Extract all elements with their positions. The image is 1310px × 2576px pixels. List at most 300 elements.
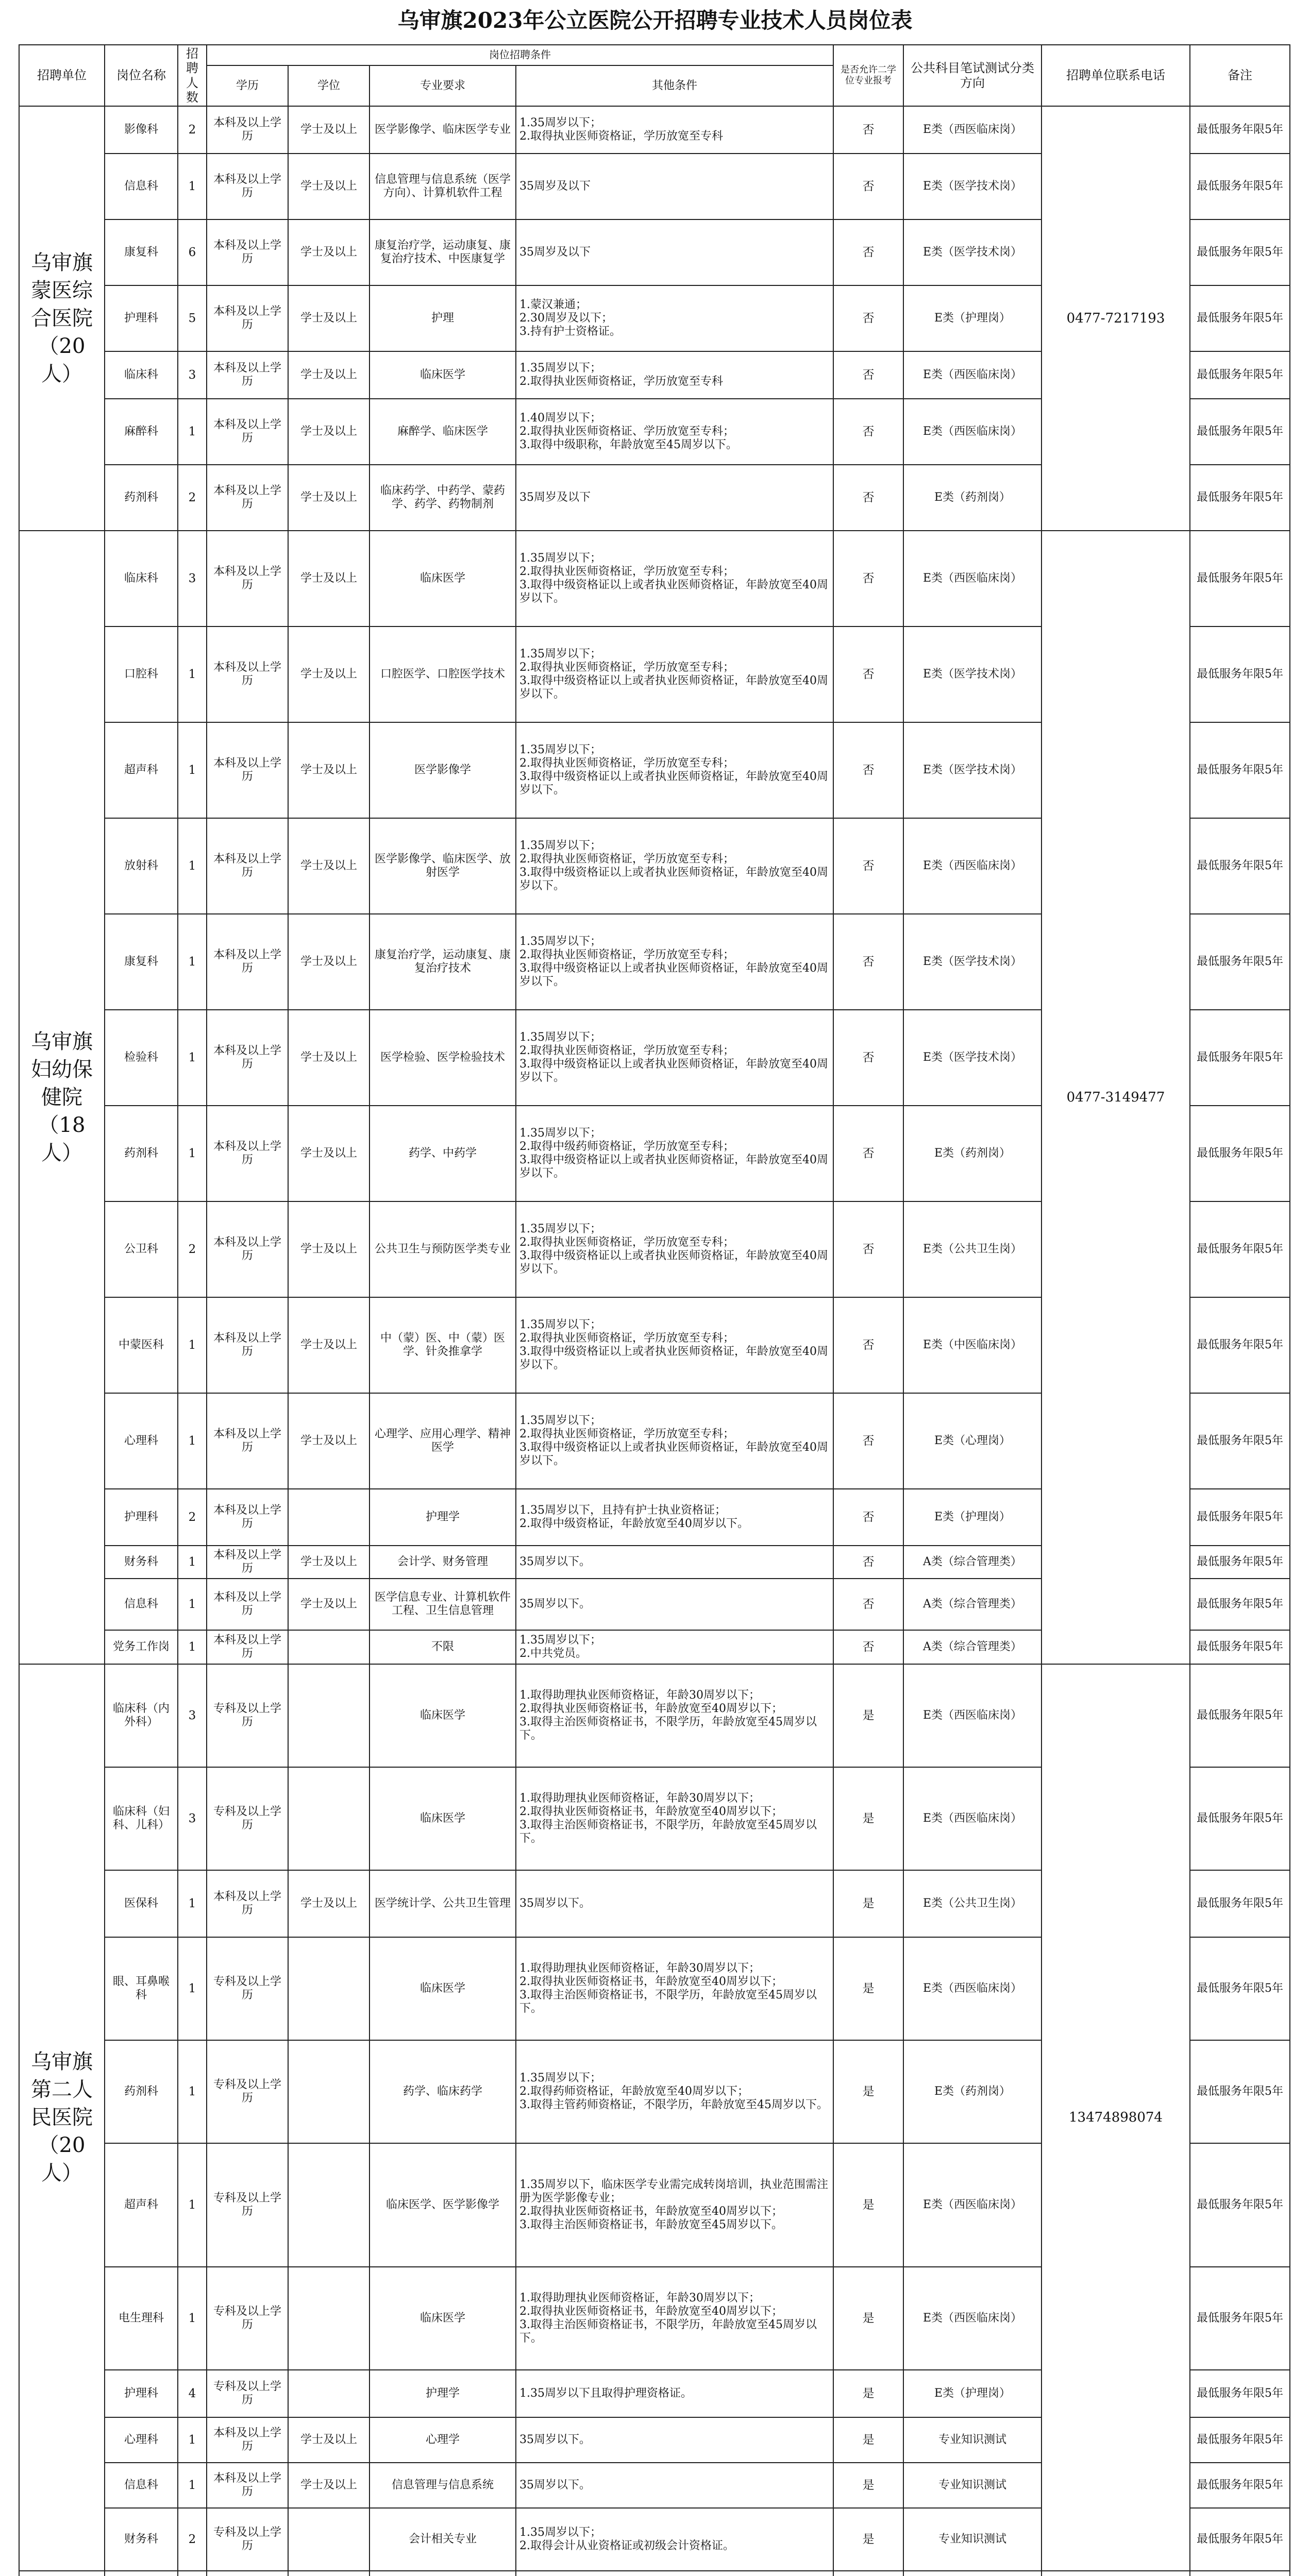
major-cell: 康复治疗学，运动康复、康复治疗技术 (370, 914, 516, 1010)
education-cell: 专科及以上学历 (207, 1937, 288, 2040)
other-conditions-cell: 1.35周岁以下； 2.取得执业医师资格证，学历放宽至专科； 3.取得中级资格证以上或者执业医师资格证，年龄放宽至40周岁以下。 (516, 1393, 833, 1489)
post-cell: 放射科 (105, 818, 178, 914)
exam-cell: E类（西医临床岗） (903, 818, 1042, 914)
note-cell: 最低服务年限5年 (1190, 219, 1290, 285)
degree-cell (288, 2040, 370, 2143)
degree-cell: 学士及以上 (288, 2463, 370, 2508)
project-cell: 否 (833, 722, 903, 818)
education-cell: 本科及以上学历 (207, 1106, 288, 1201)
education-cell: 本科及以上学历 (207, 2463, 288, 2508)
count-cell: 3 (178, 531, 207, 626)
note-cell: 最低服务年限5年 (1190, 2143, 1290, 2267)
post-cell: 心理科 (105, 2417, 178, 2463)
major-cell: 会计学、财务管理 (370, 1546, 516, 1579)
other-conditions-cell: 1.取得助理执业医师资格证，年龄30周岁以下； 2.取得执业医师资格证书，年龄放宽至40周岁以下； 3.取得主治医师资格证书，不限学历，年龄放宽至45周岁以下。 (516, 1767, 833, 1870)
note-cell (1190, 2571, 1290, 2576)
note-cell: 最低服务年限5年 (1190, 626, 1290, 722)
exam-cell: E类（护理岗） (903, 2370, 1042, 2417)
major-cell: 临床药学、中药学、蒙药学、药学、药物制剂 (370, 465, 516, 531)
degree-cell (288, 1664, 370, 1767)
major-cell: 护理学 (370, 1489, 516, 1546)
other-conditions-cell: 1.35周岁以下； 2.中共党员。 (516, 1630, 833, 1664)
count-cell: 5 (178, 285, 207, 351)
education-cell: 本科及以上学历 (207, 1870, 288, 1937)
post-cell: 康复科 (105, 914, 178, 1010)
project-cell: 否 (833, 1106, 903, 1201)
exam-cell: E类（医学技术岗） (903, 1010, 1042, 1106)
count-cell: 1 (178, 2463, 207, 2508)
note-cell: 最低服务年限5年 (1190, 914, 1290, 1010)
education-cell: 本科及以上学历 (207, 1489, 288, 1546)
exam-cell: A类（综合管理类） (903, 1546, 1042, 1579)
other-conditions-cell: 1.35周岁以下； 2.取得执业医师资格证，学历放宽至专科； 3.取得中级资格证以上或者执业医师资格证，年龄放宽至40周岁以下。 (516, 914, 833, 1010)
count-cell: 3 (178, 1767, 207, 1870)
major-cell: 临床医学 (370, 1767, 516, 1870)
post-cell: 临床科（内外科） (105, 1664, 178, 1767)
other-conditions-cell: 1.35周岁以下； 2.取得执业医师资格证，学历放宽至专科 (516, 106, 833, 154)
major-cell: 麻醉学、临床医学 (370, 399, 516, 465)
degree-cell (288, 1630, 370, 1664)
major-cell (370, 2571, 516, 2576)
exam-cell: E类（医学技术岗） (903, 626, 1042, 722)
major-cell: 护理学 (370, 2370, 516, 2417)
project-cell: 是 (833, 1664, 903, 1767)
other-conditions-cell: 35周岁以下。 (516, 2463, 833, 2508)
other-conditions-cell: 35周岁以下。 (516, 1579, 833, 1630)
exam-cell: E类（公共卫生岗） (903, 1201, 1042, 1297)
header-degree: 学位 (288, 65, 370, 107)
education-cell: 本科及以上学历 (207, 219, 288, 285)
table-header (19, 45, 1290, 106)
other-conditions-cell: 1.35周岁以下； 2.取得执业医师资格证，学历放宽至专科； 3.取得中级资格证以上或者执业医师资格证，年龄放宽至40周岁以下。 (516, 1297, 833, 1393)
degree-cell: 学士及以上 (288, 818, 370, 914)
project-cell: 否 (833, 465, 903, 531)
project-cell: 是 (833, 2267, 903, 2370)
post-cell: 党务工作岗 (105, 1630, 178, 1664)
note-cell: 最低服务年限5年 (1190, 1579, 1290, 1630)
note-cell: 最低服务年限5年 (1190, 465, 1290, 531)
count-cell: 1 (178, 1393, 207, 1489)
note-cell: 最低服务年限5年 (1190, 818, 1290, 914)
project-cell: 否 (833, 399, 903, 465)
education-cell: 专科及以上学历 (207, 2143, 288, 2267)
project-cell: 是 (833, 2370, 903, 2417)
project-cell: 否 (833, 531, 903, 626)
header-note: 备注 (1190, 45, 1290, 106)
degree-cell: 学士及以上 (288, 1393, 370, 1489)
unit-name-cell: 乌审旗蒙医综合医院（20人） (19, 106, 105, 531)
other-conditions-cell: 1.35周岁以下； 2.取得执业医师资格证，学历放宽至专科； 3.取得中级资格证以上或者执业医师资格证，年龄放宽至40周岁以下。 (516, 531, 833, 626)
degree-cell: 学士及以上 (288, 351, 370, 399)
degree-cell: 学士及以上 (288, 1546, 370, 1579)
education-cell: 本科及以上学历 (207, 106, 288, 154)
note-cell: 最低服务年限5年 (1190, 1630, 1290, 1664)
phone-cell: 0477-3149477 (1042, 531, 1190, 1664)
header-phone: 招聘单位联系电话 (1042, 45, 1190, 106)
other-conditions-cell: 1.40周岁以下； 2.取得执业医师资格证、学历放宽至专科； 3.取得中级职称，年龄放宽至45周岁以下。 (516, 399, 833, 465)
exam-cell: 专业知识测试 (903, 2417, 1042, 2463)
other-conditions-cell: 35周岁以下。 (516, 1546, 833, 1579)
table-row (19, 1664, 1290, 1767)
count-cell: 2 (178, 106, 207, 154)
note-cell: 最低服务年限5年 (1190, 2370, 1290, 2417)
major-cell: 临床医学、医学影像学 (370, 2143, 516, 2267)
major-cell: 药学、临床药学 (370, 2040, 516, 2143)
degree-cell (288, 2370, 370, 2417)
major-cell: 信息管理与信息系统（医学方向）、计算机软件工程 (370, 154, 516, 219)
header-education: 学历 (207, 65, 288, 107)
exam-cell: E类（西医临床岗） (903, 106, 1042, 154)
count-cell: 3 (178, 1664, 207, 1767)
degree-cell: 学士及以上 (288, 531, 370, 626)
major-cell: 医学信息专业、计算机软件工程、卫生信息管理 (370, 1579, 516, 1630)
major-cell: 心理学、应用心理学、精神医学 (370, 1393, 516, 1489)
post-cell: 口腔科 (105, 626, 178, 722)
post-cell: 电生理科 (105, 2267, 178, 2370)
other-conditions-cell: 35周岁以下。 (516, 2417, 833, 2463)
post-cell: 超声科 (105, 2143, 178, 2267)
degree-cell (288, 2571, 370, 2576)
note-cell: 最低服务年限5年 (1190, 1870, 1290, 1937)
project-cell: 否 (833, 914, 903, 1010)
header-other: 其他条件 (516, 65, 833, 107)
count-cell: 1 (178, 626, 207, 722)
header-project: 是否允许二学位专业报考 (833, 45, 903, 106)
education-cell: 本科及以上学历 (207, 1579, 288, 1630)
post-cell: 影像科 (105, 106, 178, 154)
project-cell: 是 (833, 2417, 903, 2463)
degree-cell: 学士及以上 (288, 1579, 370, 1630)
project-cell: 否 (833, 626, 903, 722)
education-cell: 本科及以上学历 (207, 818, 288, 914)
post-cell: 药剂科 (105, 2040, 178, 2143)
other-conditions-cell: 35周岁以下。 (516, 1870, 833, 1937)
major-cell: 中（蒙）医、中（蒙）医学、针灸推拿学 (370, 1297, 516, 1393)
post-cell: 财务科 (105, 2508, 178, 2571)
project-cell: 否 (833, 219, 903, 285)
project-cell (833, 2571, 903, 2576)
other-conditions-cell: 1.35周岁以下，临床医学专业需完成转岗培训，执业范围需注册为医学影像专业； 2.取得执业医师资格证书，年龄放宽至40周岁以下； 3.取得主治医师资格证书，年龄放宽至45周岁以下。 (516, 2143, 833, 2267)
project-cell: 否 (833, 1010, 903, 1106)
note-cell: 最低服务年限5年 (1190, 2040, 1290, 2143)
header-exam: 公共科目笔试测试分类方向 (903, 45, 1042, 106)
exam-cell: E类（西医临床岗） (903, 1937, 1042, 2040)
header-unit: 招聘单位 (19, 45, 105, 106)
unit-name-cell: 乌审旗第二人民医院（20人） (19, 1664, 105, 2571)
exam-cell: E类（医学技术岗） (903, 722, 1042, 818)
exam-cell: E类（公共卫生岗） (903, 1870, 1042, 1937)
note-cell: 最低服务年限5年 (1190, 154, 1290, 219)
header-conditions-group: 岗位招聘条件 (207, 45, 833, 65)
education-cell: 本科及以上学历 (207, 1201, 288, 1297)
project-cell: 是 (833, 1767, 903, 1870)
major-cell: 医学影像学 (370, 722, 516, 818)
other-conditions-cell: 1.35周岁以下且取得护理资格证。 (516, 2370, 833, 2417)
exam-cell: A类（综合管理类） (903, 1579, 1042, 1630)
degree-cell: 学士及以上 (288, 1201, 370, 1297)
count-cell: 1 (178, 1297, 207, 1393)
page-title: 乌审旗2023年公立医院公开招聘专业技术人员岗位表 (397, 8, 913, 33)
education-cell: 本科及以上学历 (207, 531, 288, 626)
major-cell: 会计相关专业 (370, 2508, 516, 2571)
education-cell: 本科及以上学历 (207, 399, 288, 465)
note-cell: 最低服务年限5年 (1190, 1106, 1290, 1201)
table-row (19, 531, 1290, 626)
other-conditions-cell: 1.取得助理执业医师资格证，年龄30周岁以下； 2.取得执业医师资格证书，年龄放宽至40周岁以下； 3.取得主治医师资格证书，不限学历，年龄放宽至45周岁以下。 (516, 1937, 833, 2040)
note-cell: 最低服务年限5年 (1190, 1010, 1290, 1106)
phone-cell: 0477-7217193 (1042, 106, 1190, 531)
note-cell: 最低服务年限5年 (1190, 285, 1290, 351)
count-cell: 1 (178, 914, 207, 1010)
education-cell: 专科及以上学历 (207, 1767, 288, 1870)
other-conditions-cell: 35周岁及以下 (516, 219, 833, 285)
count-cell: 2 (178, 2508, 207, 2571)
note-cell: 最低服务年限5年 (1190, 1937, 1290, 2040)
count-cell: 1 (178, 1630, 207, 1664)
other-conditions-cell: 1.取得助理执业医师资格证，年龄30周岁以下； 2.取得执业医师资格证书，年龄放宽至40周岁以下； 3.取得主治医师资格证书，不限学历，年龄放宽至45周岁以下。 (516, 1664, 833, 1767)
major-cell: 临床医学 (370, 1664, 516, 1767)
exam-cell: 专业知识测试 (903, 2463, 1042, 2508)
major-cell: 临床医学 (370, 531, 516, 626)
note-cell: 最低服务年限5年 (1190, 106, 1290, 154)
project-cell: 是 (833, 2508, 903, 2571)
post-cell: 麻醉科 (105, 399, 178, 465)
count-cell: 1 (178, 2143, 207, 2267)
major-cell: 药学、中药学 (370, 1106, 516, 1201)
project-cell: 否 (833, 106, 903, 154)
header-count: 招聘人数 (178, 45, 207, 106)
degree-cell: 学士及以上 (288, 914, 370, 1010)
other-conditions-cell: 1.35周岁以下； 2.取得执业医师资格证，学历放宽至专科； 3.取得中级资格证以上或者执业医师资格证，年龄放宽至40周岁以下。 (516, 1201, 833, 1297)
exam-cell: E类（西医临床岗） (903, 2143, 1042, 2267)
other-conditions-cell: 1.35周岁以下； 2.取得中级药师资格证，学历放宽至专科； 3.取得中级资格证以上或者执业医师资格证，年龄放宽至40周岁以下。 (516, 1106, 833, 1201)
education-cell: 本科及以上学历 (207, 285, 288, 351)
project-cell: 否 (833, 1630, 903, 1664)
degree-cell: 学士及以上 (288, 626, 370, 722)
post-cell: 公卫科 (105, 1201, 178, 1297)
major-cell: 不限 (370, 1630, 516, 1664)
exam-cell: A类（综合管理类） (903, 1630, 1042, 1664)
unit-name-cell: 乌审旗妇幼保健院（18人） (19, 531, 105, 1664)
exam-cell: E类（西医临床岗） (903, 399, 1042, 465)
post-cell: 药剂科 (105, 1106, 178, 1201)
post-cell: 临床科 (105, 351, 178, 399)
degree-cell: 学士及以上 (288, 2417, 370, 2463)
major-cell: 临床医学 (370, 351, 516, 399)
education-cell: 专科及以上学历 (207, 2040, 288, 2143)
major-cell: 医学统计学、公共卫生管理 (370, 1870, 516, 1937)
count-cell: 1 (178, 818, 207, 914)
post-cell: 财务科 (105, 1546, 178, 1579)
degree-cell (288, 1767, 370, 1870)
major-cell: 口腔医学、口腔医学技术 (370, 626, 516, 722)
major-cell: 临床医学 (370, 1937, 516, 2040)
exam-cell: E类（护理岗） (903, 285, 1042, 351)
post-cell: 信息科 (105, 154, 178, 219)
count-cell (178, 2571, 207, 2576)
post-cell: 药剂科 (105, 465, 178, 531)
project-cell: 否 (833, 351, 903, 399)
note-cell: 最低服务年限5年 (1190, 531, 1290, 626)
note-cell: 最低服务年限5年 (1190, 722, 1290, 818)
count-cell: 1 (178, 1579, 207, 1630)
education-cell: 本科及以上学历 (207, 626, 288, 722)
other-conditions-cell: 1.35周岁以下； 2.取得执业医师资格证，学历放宽至专科； 3.取得中级资格证以上或者执业医师资格证，年龄放宽至40周岁以下。 (516, 722, 833, 818)
degree-cell: 学士及以上 (288, 399, 370, 465)
degree-cell: 学士及以上 (288, 154, 370, 219)
post-cell: 临床科 (105, 531, 178, 626)
education-cell: 本科及以上学历 (207, 351, 288, 399)
project-cell: 否 (833, 1489, 903, 1546)
note-cell: 最低服务年限5年 (1190, 351, 1290, 399)
count-cell: 6 (178, 219, 207, 285)
count-cell: 1 (178, 1870, 207, 1937)
note-cell: 最低服务年限5年 (1190, 1664, 1290, 1767)
other-conditions-cell: 1.35周岁以下，且持有护士执业资格证； 2.取得中级资格证，年龄放宽至40周岁以下。 (516, 1489, 833, 1546)
count-cell: 3 (178, 351, 207, 399)
major-cell: 护理 (370, 285, 516, 351)
post-cell: 护理科 (105, 1489, 178, 1546)
major-cell: 临床医学 (370, 2267, 516, 2370)
exam-cell: E类（西医临床岗） (903, 531, 1042, 626)
recruitment-table (19, 44, 1290, 2576)
degree-cell: 学士及以上 (288, 219, 370, 285)
table-row (19, 2571, 1290, 2576)
exam-cell: E类（中医临床岗） (903, 1297, 1042, 1393)
project-cell: 是 (833, 2143, 903, 2267)
other-conditions-cell: 1.蒙汉兼通； 2.30周岁及以下； 3.持有护士资格证。 (516, 285, 833, 351)
note-cell: 最低服务年限5年 (1190, 2267, 1290, 2370)
degree-cell (288, 2143, 370, 2267)
education-cell: 本科及以上学历 (207, 1010, 288, 1106)
education-cell: 本科及以上学历 (207, 914, 288, 1010)
education-cell: 本科及以上学历 (207, 465, 288, 531)
degree-cell (288, 2267, 370, 2370)
project-cell: 否 (833, 818, 903, 914)
major-cell: 公共卫生与预防医学类专业 (370, 1201, 516, 1297)
degree-cell: 学士及以上 (288, 722, 370, 818)
count-cell: 1 (178, 1937, 207, 2040)
major-cell: 康复治疗学，运动康复、康复治疗技术、中医康复学 (370, 219, 516, 285)
major-cell: 信息管理与信息系统 (370, 2463, 516, 2508)
education-cell: 本科及以上学历 (207, 1297, 288, 1393)
post-cell (105, 2571, 178, 2576)
major-cell: 医学影像学、临床医学专业 (370, 106, 516, 154)
header-post: 岗位名称 (105, 45, 178, 106)
degree-cell: 学士及以上 (288, 1297, 370, 1393)
major-cell: 心理学 (370, 2417, 516, 2463)
project-cell: 是 (833, 2040, 903, 2143)
exam-cell: E类（医学技术岗） (903, 914, 1042, 1010)
education-cell: 专科及以上学历 (207, 1664, 288, 1767)
degree-cell: 学士及以上 (288, 465, 370, 531)
count-cell: 1 (178, 399, 207, 465)
post-cell: 中蒙医科 (105, 1297, 178, 1393)
note-cell: 最低服务年限5年 (1190, 399, 1290, 465)
post-cell: 检验科 (105, 1010, 178, 1106)
table-row (19, 106, 1290, 154)
post-cell: 眼、耳鼻喉科 (105, 1937, 178, 2040)
degree-cell (288, 2508, 370, 2571)
note-cell: 最低服务年限5年 (1190, 2417, 1290, 2463)
note-cell: 最低服务年限5年 (1190, 2508, 1290, 2571)
exam-cell: E类（医学技术岗） (903, 219, 1042, 285)
exam-cell: 专业知识测试 (903, 2508, 1042, 2571)
degree-cell (288, 1937, 370, 2040)
post-cell: 护理科 (105, 2370, 178, 2417)
major-cell: 医学检验、医学检验技术 (370, 1010, 516, 1106)
degree-cell: 学士及以上 (288, 106, 370, 154)
post-cell: 心理科 (105, 1393, 178, 1489)
project-cell: 否 (833, 1546, 903, 1579)
project-cell: 否 (833, 1579, 903, 1630)
exam-cell: E类（药剂岗） (903, 465, 1042, 531)
exam-cell: E类（药剂岗） (903, 1106, 1042, 1201)
post-cell: 信息科 (105, 2463, 178, 2508)
count-cell: 1 (178, 2040, 207, 2143)
note-cell: 最低服务年限5年 (1190, 1297, 1290, 1393)
post-cell: 护理科 (105, 285, 178, 351)
exam-cell: E类（药剂岗） (903, 2040, 1042, 2143)
count-cell: 2 (178, 1489, 207, 1546)
project-cell: 是 (833, 2463, 903, 2508)
education-cell: 本科及以上学历 (207, 2417, 288, 2463)
post-cell: 康复科 (105, 219, 178, 285)
degree-cell: 学士及以上 (288, 1010, 370, 1106)
count-cell: 1 (178, 2267, 207, 2370)
post-cell: 临床科（妇科、儿科） (105, 1767, 178, 1870)
education-cell: 专科及以上学历 (207, 2370, 288, 2417)
degree-cell (288, 1489, 370, 1546)
note-cell: 最低服务年限5年 (1190, 1393, 1290, 1489)
count-cell: 1 (178, 154, 207, 219)
other-conditions-cell: 1.取得助理执业医师资格证，年龄30周岁以下； 2.取得执业医师资格证书，年龄放宽至40周岁以下； 3.取得主治医师资格证书，不限学历，年龄放宽至45周岁以下。 (516, 2267, 833, 2370)
other-conditions-cell: 1.35周岁以下； 2.取得药师资格证，年龄放宽至40周岁以下； 3.取得主管药师资格证，不限学历，年龄放宽至45周岁以下。 (516, 2040, 833, 2143)
count-cell: 1 (178, 1010, 207, 1106)
project-cell: 是 (833, 1870, 903, 1937)
other-conditions-cell: 1.35周岁以下； 2.取得执业医师资格证，学历放宽至专科； 3.取得中级资格证以上或者执业医师资格证，年龄放宽至40周岁以下。 (516, 1010, 833, 1106)
note-cell: 最低服务年限5年 (1190, 1201, 1290, 1297)
project-cell: 否 (833, 154, 903, 219)
note-cell: 最低服务年限5年 (1190, 1767, 1290, 1870)
count-cell: 1 (178, 722, 207, 818)
degree-cell: 学士及以上 (288, 1870, 370, 1937)
note-cell: 最低服务年限5年 (1190, 2463, 1290, 2508)
exam-cell (903, 2571, 1042, 2576)
other-conditions-cell: 1.35周岁以下； 2.取得执业医师资格证，学历放宽至专科； 3.取得中级资格证以上或者执业医师资格证，年龄放宽至40周岁以下。 (516, 818, 833, 914)
education-cell: 本科及以上学历 (207, 722, 288, 818)
phone-cell (1042, 2571, 1190, 2576)
education-cell: 专科及以上学历 (207, 2267, 288, 2370)
count-cell: 1 (178, 1546, 207, 1579)
education-cell (207, 2571, 288, 2576)
count-cell: 2 (178, 465, 207, 531)
degree-cell: 学士及以上 (288, 1106, 370, 1201)
post-cell: 信息科 (105, 1579, 178, 1630)
header-major: 专业要求 (370, 65, 516, 107)
exam-cell: E类（护理岗） (903, 1489, 1042, 1546)
exam-cell: E类（心理岗） (903, 1393, 1042, 1489)
other-conditions-cell: 35周岁及以下 (516, 154, 833, 219)
note-cell: 最低服务年限5年 (1190, 1546, 1290, 1579)
count-cell: 4 (178, 2370, 207, 2417)
exam-cell: E类（西医临床岗） (903, 1767, 1042, 1870)
project-cell: 否 (833, 285, 903, 351)
project-cell: 否 (833, 1201, 903, 1297)
other-conditions-cell (516, 2571, 833, 2576)
project-cell: 否 (833, 1297, 903, 1393)
education-cell: 专科及以上学历 (207, 2508, 288, 2571)
